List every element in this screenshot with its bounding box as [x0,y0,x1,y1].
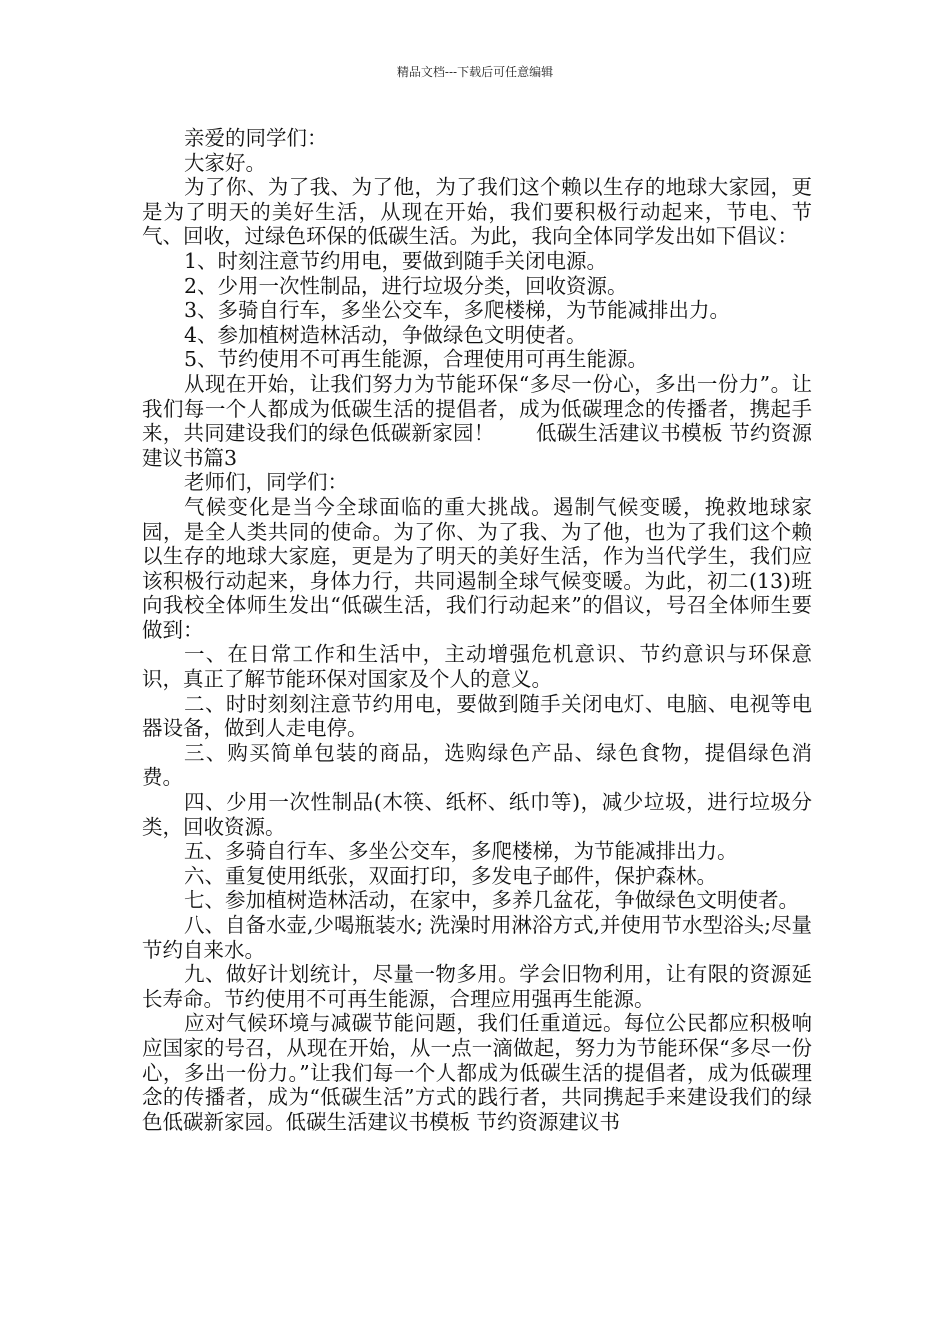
paragraph: 应对气候环境与减碳节能问题，我们任重道远。每位公民都应积极响应国家的号召，从现在开始，从一点一滴做起，努力为节能环保“多尽一份心，多出一份力。”让我们每一个人都成为低碳生活的提倡者，成为低碳理念的传播者，成为“低碳生活”方式的践行者，共同携起手来建设我们的绿色低碳新家园。低碳生活建议书模板 节约资源建议书 [142,1011,812,1134]
paragraph: 老师们，同学们： [184,470,349,495]
paragraph: 亲爱的同学们： [184,126,328,150]
document-body [142,126,812,1134]
paragraph: 四、少用一次性制品(木筷、纸杯、纸巾等)，减少垃圾，进行垃圾分类，回收资源。 [142,790,812,839]
paragraph: 为了你、为了我、为了他，为了我们这个赖以生存的地球大家园，更是为了明天的美好生活，从现在开始，我们要积极行动起来，节电、节气、回收，过绿色环保的低碳生活。为此，我向全体同学发出如下倡议： [142,175,812,249]
paragraph: 2、少用一次性制品，进行垃圾分类，回收资源。 [184,273,628,298]
paragraph: 八、自备水壶,少喝瓶装水; 洗澡时用淋浴方式,并使用节水型浴头;尽量节约自来水。 [142,913,812,962]
paragraph: 1、时刻注意节约用电，要做到随手关闭电源。 [184,248,608,273]
paragraph: 二、时时刻刻注意节约用电，要做到随手关闭电灯、电脑、电视等电器设备，做到人走电停。 [142,691,812,741]
paragraph: 3、多骑自行车，多坐公交车，多爬楼梯，为节能减排出力。 [184,298,731,323]
paragraph: 4、参加植树造林活动，争做绿色文明使者。 [184,322,587,347]
paragraph: 三、购买简单包装的商品，选购绿色产品、绿色食物，提倡绿色消费。 [142,740,812,790]
paragraph: 九、做好计划统计，尽量一物多用。学会旧物利用，让有限的资源延长寿命。节约使用不可再生能源，合理应用强再生能源。 [142,962,812,1011]
page-header: 精品文档---下载后可任意编辑 [396,65,554,79]
paragraph: 五、多骑自行车、多坐公交车，多爬楼梯，为节能减排出力。 [184,839,738,864]
paragraph: 从现在开始，让我们努力为节能环保“多尽一份心，多出一份力”。让我们每一个人都成为低碳生活的提倡者，成为低碳理念的传播者，携起手来，共同建设我们的绿色低碳新家园！ 低碳生活建议书模板 节约资源建议书篇3 [142,371,812,470]
paragraph: 七、参加植树造林活动，在家中，多养几盆花，争做绿色文明使者。 [184,888,800,913]
paragraph: 气候变化是当今全球面临的重大挑战。遏制气候变暖，挽救地球家园，是全人类共同的使命。为了你、为了我、为了他，也为了我们这个赖以生存的地球大家庭，更是为了明天的美好生活，作为当代学生，我们应该积极行动起来，身体力行，共同遏制全球气候变暖。为此，初二(13)班向我校全体师生发出“低碳生活，我们行动起来”的倡议，号召全体师生要做到： [142,494,812,642]
paragraph: 六、重复使用纸张，双面打印，多发电子邮件，保护森林。 [184,863,718,888]
paragraph: 大家好。 [184,150,267,175]
paragraph: 5、节约使用不可再生能源，合理使用可再生能源。 [184,347,649,372]
paragraph: 一、在日常工作和生活中，主动增强危机意识、节约意识与环保意识，真正了解节能环保对国家及个人的意义。 [142,642,812,692]
